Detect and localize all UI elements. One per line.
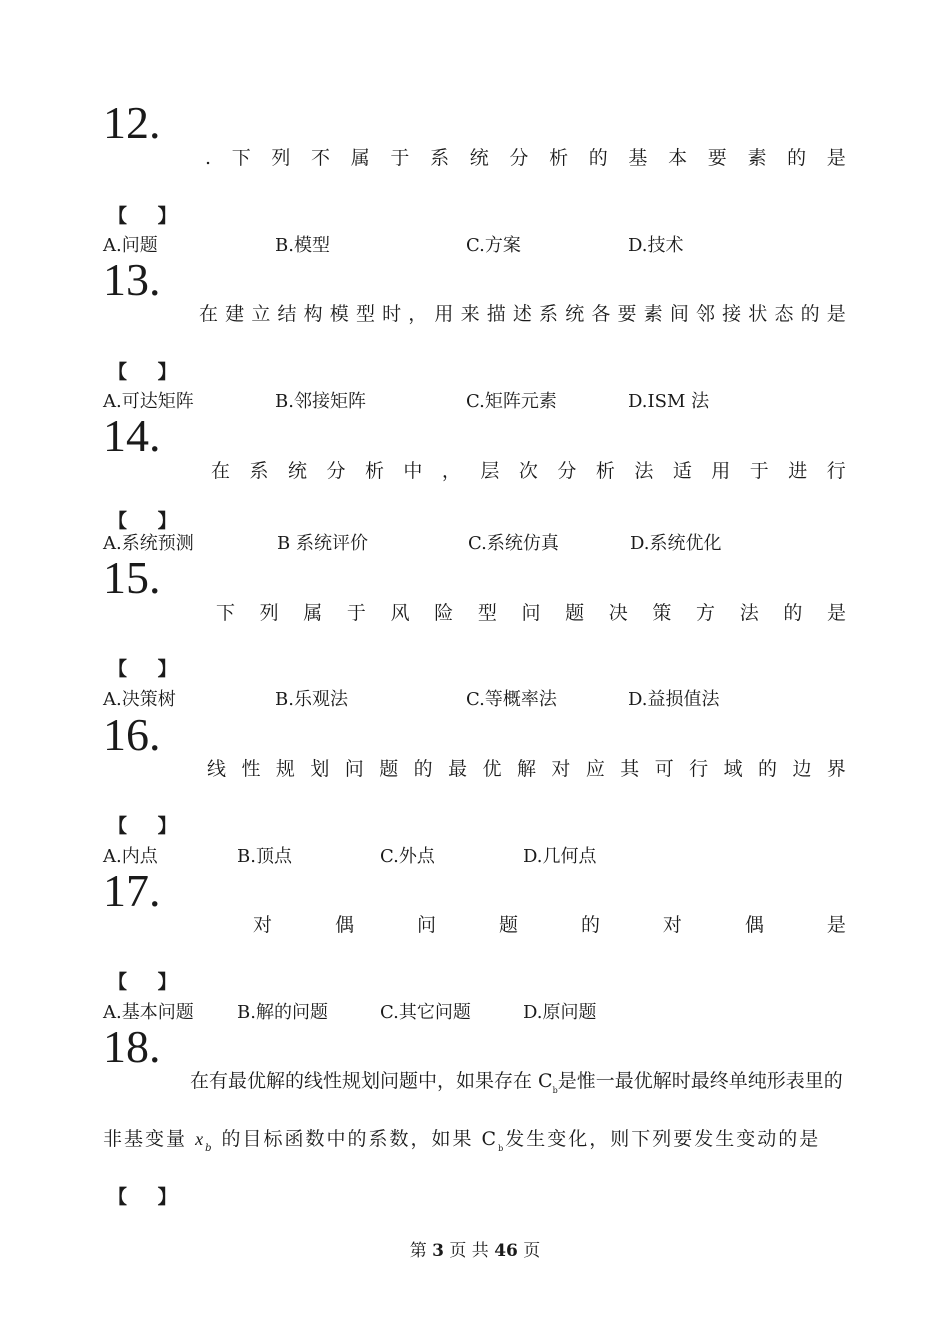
- stem-char: 系: [430, 147, 450, 169]
- stem-char: 是: [826, 914, 846, 936]
- stem-char: .: [205, 147, 212, 169]
- option-b: B.顶点: [237, 846, 292, 867]
- stem-char: 最: [448, 758, 468, 780]
- answer-bracket: 【 】: [108, 510, 189, 532]
- stem-char: 列: [271, 147, 291, 169]
- answer-bracket: 【 】: [108, 205, 189, 227]
- stem-char: 分: [557, 460, 577, 482]
- option-a: A.决策树: [103, 689, 176, 710]
- footer-mid: 页 共: [449, 1241, 489, 1261]
- stem-char: 可: [654, 758, 674, 780]
- stem-char: 问: [344, 758, 364, 780]
- stem-char: 应: [585, 758, 605, 780]
- question-number: 12.: [103, 97, 161, 148]
- option-c: C.系统仿真: [468, 533, 559, 554]
- answer-bracket: 【 】: [108, 971, 189, 993]
- stem-char: 接: [722, 303, 742, 325]
- stem-char: 于: [749, 460, 769, 482]
- option-a: A.问题: [103, 235, 158, 256]
- stem-char: 时: [382, 303, 402, 325]
- question-stem: [211, 462, 846, 481]
- subscript: b: [552, 1086, 558, 1095]
- question-stem: [207, 760, 846, 779]
- question-number: 17.: [103, 865, 161, 916]
- stem-char: 来: [460, 303, 480, 325]
- stem-char: 用: [434, 303, 454, 325]
- stem-char: 行: [826, 460, 846, 482]
- answer-bracket: 【 】: [108, 815, 189, 837]
- option-c: C.等概率法: [466, 689, 557, 710]
- stem-char: 适: [672, 460, 692, 482]
- stem-char: 模: [329, 303, 349, 325]
- stem-char: 各: [591, 303, 611, 325]
- option-d: D.原问题: [523, 1002, 597, 1023]
- current-page: 3: [432, 1241, 444, 1261]
- stem-char: 的: [580, 914, 600, 936]
- stem-char: 划: [310, 758, 330, 780]
- footer-prefix: 第: [409, 1241, 427, 1261]
- stem-char: 下: [216, 602, 236, 624]
- stem-char: 型: [477, 602, 497, 624]
- question-number: 13.: [103, 254, 161, 305]
- stem-char: 解: [516, 758, 536, 780]
- option-d: D.几何点: [523, 846, 597, 867]
- stem-char: 险: [434, 602, 454, 624]
- stem-char: 的: [800, 303, 820, 325]
- stem-char: ，: [408, 303, 428, 325]
- page-footer: [0, 1236, 950, 1261]
- stem-char: 用: [711, 460, 731, 482]
- stem-char: 于: [390, 147, 410, 169]
- stem-char: 状: [748, 303, 768, 325]
- stem-text: 是惟一最优解时最终单纯形表里的: [557, 1070, 843, 1092]
- stem-char: 题: [379, 758, 399, 780]
- stem-char: 的: [413, 758, 433, 780]
- stem-char: 要: [617, 303, 637, 325]
- question-stem-line-1: [190, 1072, 843, 1095]
- option-c: C.其它问题: [380, 1002, 471, 1023]
- stem-char: 邻: [695, 303, 715, 325]
- stem-text: 的目标函数中的系数，如果 C: [221, 1128, 499, 1150]
- option-b: B 系统评价: [277, 533, 368, 554]
- option-d: D.系统优化: [630, 533, 722, 554]
- option-b: B.乐观法: [275, 689, 348, 710]
- stem-char: 风: [390, 602, 410, 624]
- stem-text: 在有最优解的线性规划问题中，如果存在 C: [190, 1070, 553, 1092]
- stem-char: 系: [249, 460, 269, 482]
- stem-char: 其: [620, 758, 640, 780]
- stem-char: 题: [565, 602, 585, 624]
- question-number: 18.: [103, 1021, 161, 1072]
- subscript: b: [205, 1143, 214, 1154]
- stem-char: 统: [565, 303, 585, 325]
- stem-char: 析: [595, 460, 615, 482]
- option-d: D.ISM 法: [628, 391, 710, 412]
- stem-char: 决: [608, 602, 628, 624]
- stem-char: 的: [588, 147, 608, 169]
- option-c: C.外点: [380, 846, 435, 867]
- question-number: 14.: [103, 410, 161, 461]
- stem-char: 是: [826, 303, 846, 325]
- stem-char: 策: [652, 602, 672, 624]
- option-d: D.益损值法: [628, 689, 720, 710]
- question-number: 15.: [103, 552, 161, 603]
- stem-char: 间: [669, 303, 689, 325]
- total-pages: 46: [494, 1241, 518, 1261]
- stem-char: 的: [783, 602, 803, 624]
- question-stem: [253, 916, 846, 935]
- stem-char: 析: [364, 460, 384, 482]
- stem-char: 性: [241, 758, 261, 780]
- stem-char: 中: [403, 460, 423, 482]
- stem-char: 规: [275, 758, 295, 780]
- question-stem: [216, 604, 846, 623]
- stem-char: 界: [826, 758, 846, 780]
- stem-char: 线: [207, 758, 227, 780]
- stem-char: 题: [498, 914, 518, 936]
- stem-char: 是: [826, 602, 846, 624]
- stem-char: 构: [303, 303, 323, 325]
- option-c: C.矩阵元素: [466, 391, 557, 412]
- option-b: B.模型: [275, 235, 330, 256]
- stem-text: 发生变化，则下列要发生变动的是: [505, 1128, 821, 1150]
- stem-char: 层: [480, 460, 500, 482]
- stem-char: 析: [549, 147, 569, 169]
- stem-char: 次: [518, 460, 538, 482]
- option-a: A.内点: [103, 846, 158, 867]
- stem-char: 型: [355, 303, 375, 325]
- stem-char: 行: [689, 758, 709, 780]
- stem-char: 的: [758, 758, 778, 780]
- question-stem: [205, 149, 846, 168]
- stem-char: 问: [521, 602, 541, 624]
- answer-bracket: 【 】: [108, 1186, 189, 1208]
- stem-char: 在: [199, 303, 219, 325]
- option-a: A.可达矩阵: [103, 391, 194, 412]
- stem-char: 立: [251, 303, 271, 325]
- stem-char: 本: [668, 147, 688, 169]
- stem-char: 对: [253, 914, 273, 936]
- stem-char: 于: [346, 602, 366, 624]
- option-b: B.解的问题: [237, 1002, 328, 1023]
- stem-char: 法: [739, 602, 759, 624]
- stem-char: 对: [662, 914, 682, 936]
- stem-char: 对: [551, 758, 571, 780]
- stem-char: 方: [696, 602, 716, 624]
- stem-char: 列: [259, 602, 279, 624]
- stem-char: 不: [311, 147, 331, 169]
- stem-char: 偶: [744, 914, 764, 936]
- stem-char: 属: [303, 602, 323, 624]
- stem-char: 属: [350, 147, 370, 169]
- stem-char: 边: [792, 758, 812, 780]
- question-number: 16.: [103, 709, 161, 760]
- question-stem-line-2: [103, 1130, 820, 1154]
- option-a: A.基本问题: [103, 1002, 194, 1023]
- stem-char: 基: [628, 147, 648, 169]
- stem-char: ，: [441, 460, 461, 482]
- option-d: D.技术: [628, 235, 684, 256]
- stem-char: 素: [643, 303, 663, 325]
- stem-char: 系: [539, 303, 559, 325]
- option-b: B.邻接矩阵: [275, 391, 366, 412]
- variable-x: x: [195, 1129, 206, 1149]
- stem-char: 下: [231, 147, 251, 169]
- answer-bracket: 【 】: [108, 658, 189, 680]
- stem-char: 进: [788, 460, 808, 482]
- stem-char: 优: [482, 758, 502, 780]
- stem-char: 建: [225, 303, 245, 325]
- stem-char: 态: [774, 303, 794, 325]
- stem-char: 描: [486, 303, 506, 325]
- stem-char: 法: [634, 460, 654, 482]
- stem-text: 非基变量: [103, 1128, 188, 1150]
- option-a: A.系统预测: [103, 533, 194, 554]
- stem-char: 的: [787, 147, 807, 169]
- question-stem: [199, 305, 846, 324]
- stem-char: 问: [416, 914, 436, 936]
- stem-char: 结: [277, 303, 297, 325]
- stem-char: 素: [747, 147, 767, 169]
- answer-bracket: 【 】: [108, 361, 189, 383]
- stem-char: 在: [211, 460, 231, 482]
- stem-char: 统: [469, 147, 489, 169]
- stem-char: 要: [707, 147, 727, 169]
- subscript: b: [498, 1144, 506, 1153]
- stem-char: 统: [287, 460, 307, 482]
- stem-char: 分: [509, 147, 529, 169]
- stem-char: 述: [512, 303, 532, 325]
- footer-suffix: 页: [523, 1241, 541, 1261]
- stem-char: 偶: [334, 914, 354, 936]
- stem-char: 分: [326, 460, 346, 482]
- stem-char: 域: [723, 758, 743, 780]
- option-c: C.方案: [466, 235, 521, 256]
- stem-char: 是: [826, 147, 846, 169]
